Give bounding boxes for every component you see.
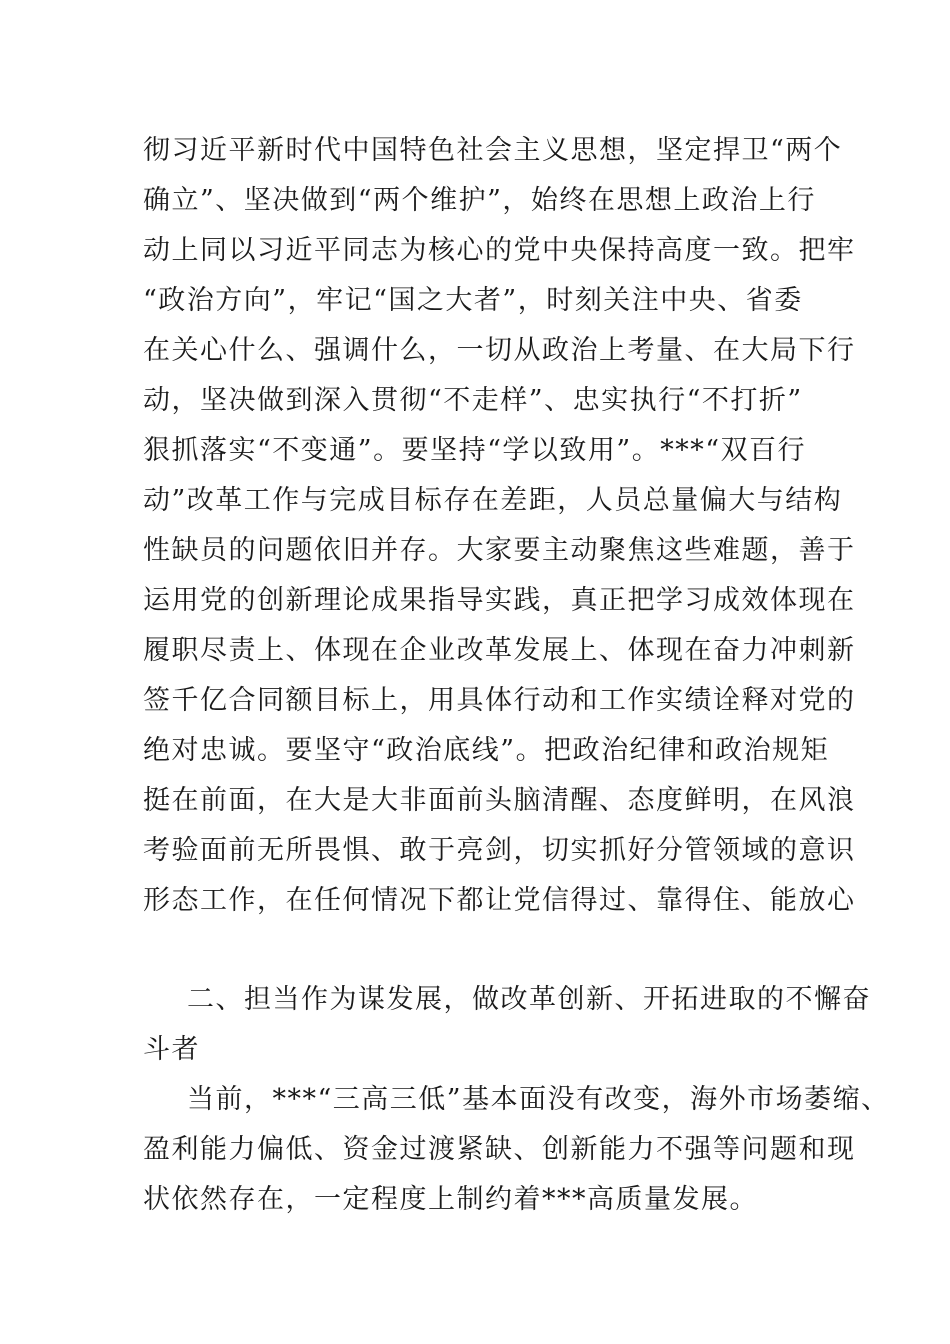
section-heading-line: 斗者: [143, 1034, 200, 1065]
paragraph-line: 签千亿合同额目标上，用具体行动和工作实绩诠释对党的: [143, 685, 856, 716]
paragraph-line: 彻习近平新时代中国特色社会主义思想，坚定捍卫“两个: [143, 135, 843, 166]
paragraph-line: 确立”、坚决做到“两个维护”，始终在思想上政治上行: [143, 185, 816, 216]
paragraph-line: 盈利能力偏低、资金过渡紧缺、创新能力不强等问题和现: [143, 1134, 856, 1165]
paragraph-line: 考验面前无所畏惧、敢于亮剑，切实抓好分管领域的意识: [143, 835, 856, 866]
paragraph-line: 动上同以习近平同志为核心的党中央保持高度一致。把牢: [143, 235, 856, 266]
paragraph-line: 狠抓落实“不变通”。要坚持“学以致用”。***“双百行: [143, 435, 807, 466]
paragraph-line: 动”改革工作与完成目标存在差距，人员总量偏大与结构: [143, 485, 843, 516]
paragraph-line: 当前，***“三高三低”基本面没有改变，海外市场萎缩、: [187, 1084, 890, 1115]
paragraph-line: 状依然存在，一定程度上制约着***高质量发展。: [143, 1184, 758, 1215]
section-heading-line: 二、担当作为谋发展，做改革创新、开拓进取的不懈奋: [187, 984, 871, 1015]
paragraph-line: 性缺员的问题依旧并存。大家要主动聚焦这些难题，善于: [143, 535, 856, 566]
paragraph-line: 动，坚决做到深入贯彻“不走样”、忠实执行“不打折”: [143, 385, 803, 416]
paragraph-line: 形态工作，在任何情况下都让党信得过、靠得住、能放心: [143, 885, 856, 916]
paragraph-line: 在关心什么、强调什么，一切从政治上考量、在大局下行: [143, 335, 856, 366]
paragraph-line: “政治方向”，牢记“国之大者”，时刻关注中央、省委: [143, 285, 803, 316]
paragraph-line: 运用党的创新理论成果指导实践，真正把学习成效体现在: [143, 585, 856, 616]
paragraph-line: 挺在前面，在大是大非面前头脑清醒、态度鲜明，在风浪: [143, 785, 856, 816]
paragraph-line: 绝对忠诚。要坚守“政治底线”。把政治纪律和政治规矩: [143, 735, 830, 766]
paragraph-line: 履职尽责上、体现在企业改革发展上、体现在奋力冲刺新: [143, 635, 856, 666]
